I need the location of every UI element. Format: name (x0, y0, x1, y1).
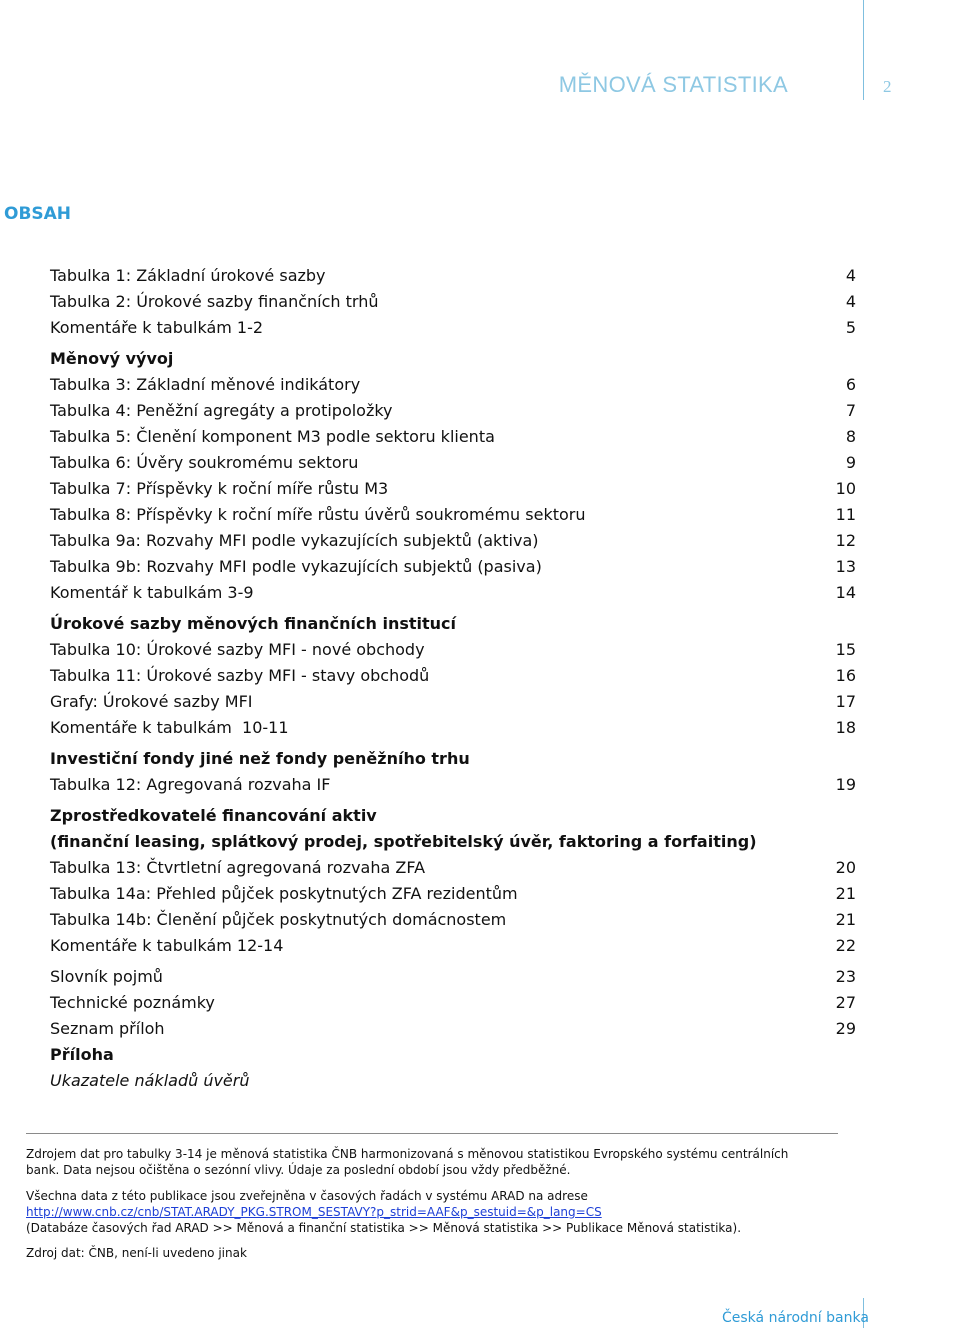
toc-entry-label: Tabulka 4: Peněžní agregáty a protipoložky (50, 401, 393, 420)
arad-path-text: (Databáze časových řad ARAD >> Měnová a finanční statistika >> Měnová statistika >> Publikace Měnová statistika). (26, 1221, 742, 1235)
footnote-separator (26, 1133, 838, 1134)
toc-entry-label: Tabulka 12: Agregovaná rozvaha IF (50, 775, 331, 794)
toc-entry-page: 22 (835, 936, 856, 955)
footer-brand: Česká národní banka (722, 1310, 869, 1326)
toc-heading: OBSAH (4, 204, 72, 224)
arad-note-text: Všechna data z této publikace jsou zveřejněna v časových řadách v systému ARAD na adrese (26, 1189, 588, 1203)
toc-entry-label: Tabulka 14a: Přehled půjček poskytnutých ZFA rezidentům (50, 884, 518, 903)
toc-entry-label: Tabulka 9a: Rozvahy MFI podle vykazujících subjektů (aktiva) (50, 531, 539, 550)
toc-entry-label: Komentáře k tabulkám 1-2 (50, 318, 264, 337)
toc-entry-page: 12 (835, 531, 856, 550)
toc-entry-page: 14 (835, 583, 856, 602)
source-note-line: Zdrojem dat pro tabulky 3-14 je měnová statistika ČNB harmonizovaná s měnovou statistikou Evropského systému centrálních (26, 1147, 789, 1161)
toc-entry-label: Komentáře k tabulkám 10-11 (50, 718, 289, 737)
toc-entry-label: Tabulka 2: Úrokové sazby finančních trhů (50, 292, 379, 311)
toc-entry-label: Slovník pojmů (50, 967, 163, 986)
toc-entry-page: 27 (835, 993, 856, 1012)
toc-section-label: (finanční leasing, splátkový prodej, spotřebitelský úvěr, faktoring a forfaiting) (50, 832, 757, 851)
source-note (26, 1146, 906, 1178)
toc-entry-label: Tabulka 6: Úvěry soukromému sektoru (50, 453, 359, 472)
toc-entry-page: 21 (835, 884, 856, 903)
toc-entry-label: Tabulka 14b: Členění půjček poskytnutých domácnostem (50, 910, 507, 929)
toc-section-label: Měnový vývoj (50, 349, 174, 368)
toc-section-label: Příloha (50, 1045, 114, 1064)
arad-note (26, 1188, 906, 1236)
toc-section-label: Úrokové sazby měnových finančních institucí (50, 614, 457, 633)
toc-entry-label: Tabulka 5: Členění komponent M3 podle sektoru klienta (50, 427, 495, 446)
arad-link[interactable]: http://www.cnb.cz/cnb/STAT.ARADY_PKG.STROM_SESTAVY?p_strid=AAF&p_sestuid=&p_lang=CS (26, 1205, 602, 1219)
toc-section-label: Zprostředkovatelé financování aktiv (50, 806, 377, 825)
data-source-note: Zdroj dat: ČNB, není-li uvedeno jinak (26, 1246, 247, 1260)
toc-entry-label: Komentáře k tabulkám 12-14 (50, 936, 284, 955)
toc-entry-page: 21 (835, 910, 856, 929)
toc-entry-page: 18 (835, 718, 856, 737)
toc-entry-label: Tabulka 8: Příspěvky k roční míře růstu úvěrů soukromému sektoru (50, 505, 586, 524)
toc-entry-label: Komentář k tabulkám 3-9 (50, 583, 254, 602)
toc-entry-page: 10 (835, 479, 856, 498)
toc-entry-label: Technické poznámky (50, 993, 215, 1012)
toc-entry-page: 20 (835, 858, 856, 877)
toc-entry-label: Tabulka 3: Základní měnové indikátory (50, 375, 361, 394)
toc-entry-page: 6 (845, 375, 856, 394)
toc-entry-page: 7 (845, 401, 856, 420)
toc-entry-page: 13 (835, 557, 856, 576)
toc-entry-page: 4 (845, 292, 856, 311)
toc-entry-page: 15 (835, 640, 856, 659)
toc-entry-page: 4 (845, 266, 856, 285)
source-note-line: bank. Data nejsou očištěna o sezónní vlivy. Údaje za poslední období jsou vždy předběžné. (26, 1163, 571, 1177)
toc-entry-page: 23 (835, 967, 856, 986)
header-title: MĚNOVÁ STATISTIKA (558, 72, 788, 97)
toc-entry-page: 5 (845, 318, 856, 337)
toc-entry-label: Tabulka 11: Úrokové sazby MFI - stavy obchodů (50, 666, 430, 685)
toc-entry-page: 9 (845, 453, 856, 472)
toc-entry-page: 29 (835, 1019, 856, 1038)
toc-entry-page: 17 (835, 692, 856, 711)
toc-entry-label: Tabulka 13: Čtvrtletní agregovaná rozvaha ZFA (50, 858, 426, 877)
page-number: 2 (883, 77, 892, 96)
toc-entry-label: Seznam příloh (50, 1019, 165, 1038)
toc-entry-page: 16 (835, 666, 856, 685)
toc-entry-label: Tabulka 7: Příspěvky k roční míře růstu M3 (50, 479, 389, 498)
toc-entry-label: Ukazatele nákladů úvěrů (50, 1071, 250, 1090)
toc-entry-page: 19 (835, 775, 856, 794)
toc-entry-label: Grafy: Úrokové sazby MFI (50, 692, 253, 711)
toc-entry-label: Tabulka 9b: Rozvahy MFI podle vykazujících subjektů (pasiva) (50, 557, 542, 576)
toc-entry-page: 11 (835, 505, 856, 524)
toc-entry-label: Tabulka 1: Základní úrokové sazby (50, 266, 326, 285)
toc-entry-label: Tabulka 10: Úrokové sazby MFI - nové obchody (50, 640, 425, 659)
toc-entry-page: 8 (845, 427, 856, 446)
toc-section-label: Investiční fondy jiné než fondy peněžního trhu (50, 749, 470, 768)
